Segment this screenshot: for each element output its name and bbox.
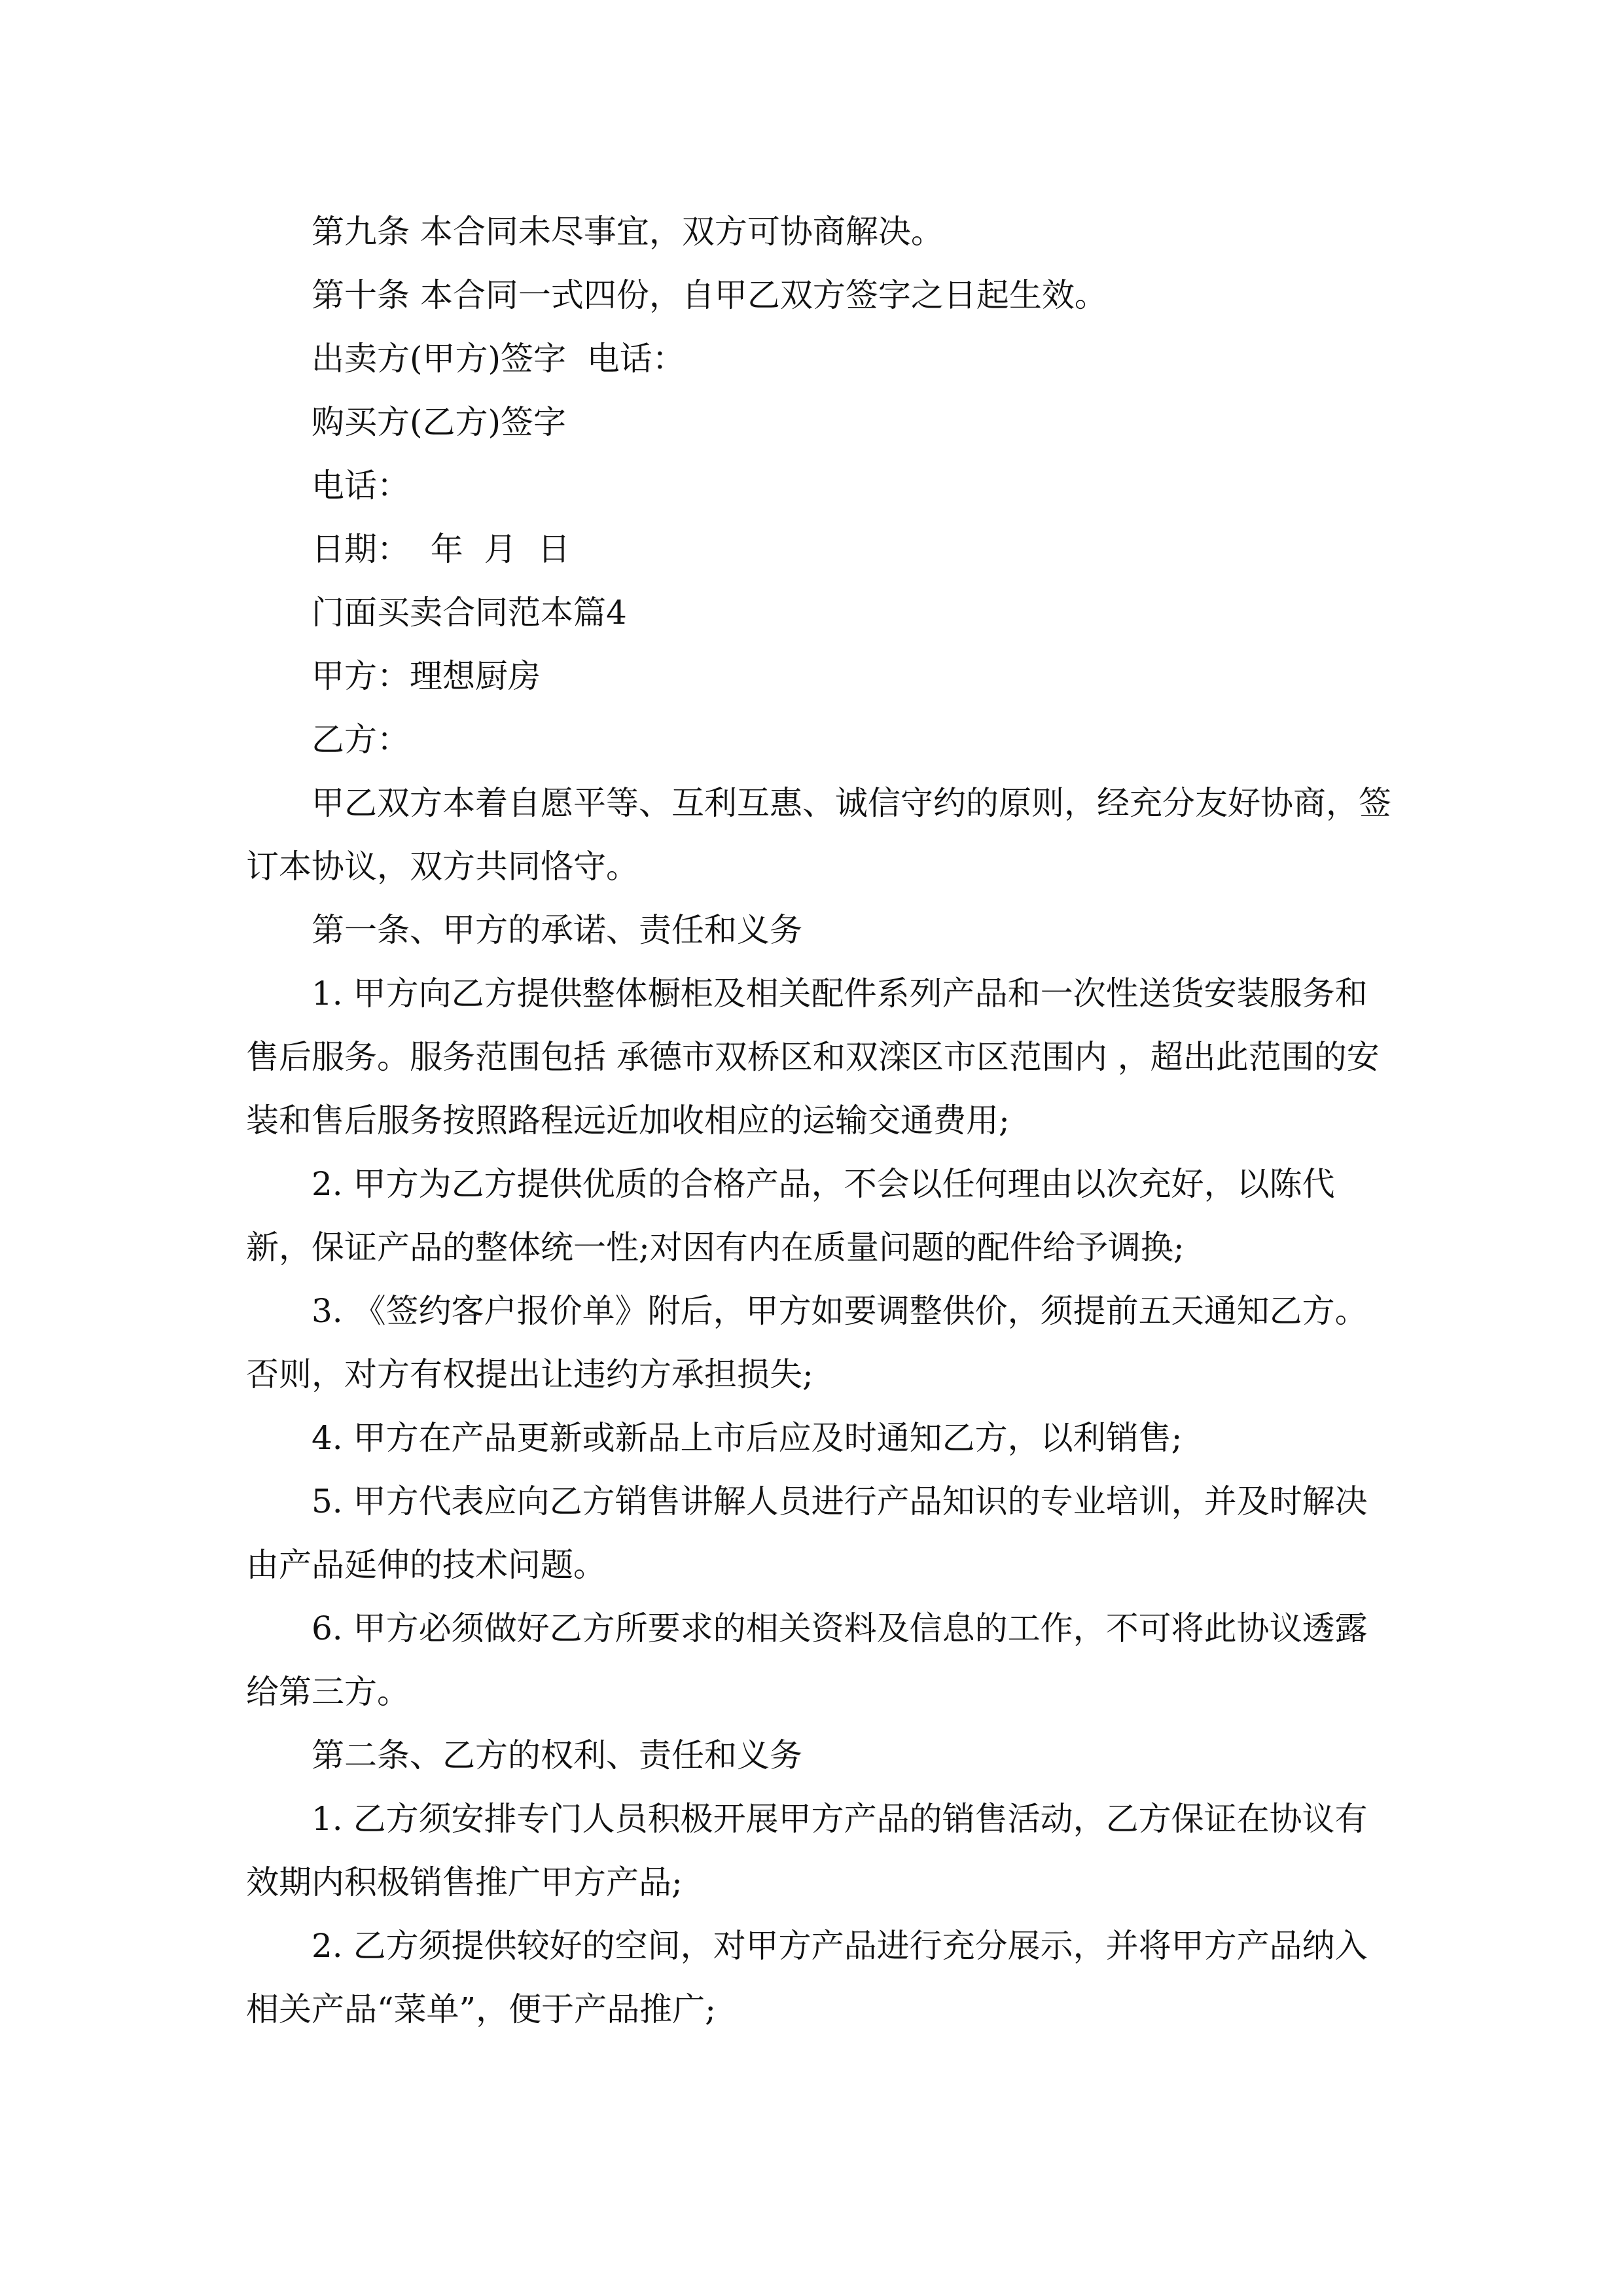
article-1-item-1: 1. 甲方向乙方提供整体橱柜及相关配件系列产品和一次性送货安装服务和售后服务。服务范围包括 承德市双桥区和双滦区市区范围内 ，超出此范围的安装和售后服务按照路程远近加收相应的运输交通费用; xyxy=(246,975,1380,1139)
preamble-paragraph: 甲乙双方本着自愿平等、互利互惠、诚信守约的原则，经充分友好协商，签订本协议，双方共同恪守。 xyxy=(246,784,1391,886)
article-1-item-2: 2. 甲方为乙方提供优质的合格产品，不会以任何理由以次充好，以陈代新，保证产品的整体统一性;对因有内在质量问题的配件给予调换; xyxy=(246,1165,1335,1266)
section-title: 门面买卖合同范本篇4 xyxy=(312,594,627,632)
article-1-heading: 第一条、甲方的承诺、责任和义务 xyxy=(312,911,802,949)
clause-10: 第十条 本合同一式四份，自甲乙双方签字之日起生效。 xyxy=(312,276,1107,314)
article-2-heading: 第二条、乙方的权利、责任和义务 xyxy=(312,1736,802,1774)
seller-signature-line: 出卖方(甲方)签字 电话： xyxy=(312,340,685,378)
article-1-item-5: 5. 甲方代表应向乙方销售讲解人员进行产品知识的专业培训，并及时解决由产品延伸的技术问题。 xyxy=(246,1482,1368,1584)
article-1-item-4: 4. 甲方在产品更新或新品上市后应及时通知乙方，以利销售; xyxy=(312,1419,1183,1457)
phone-line: 电话： xyxy=(312,467,410,505)
article-2-item-2: 2. 乙方须提供较好的空间，对甲方产品进行充分展示，并将甲方产品纳入相关产品“菜单”，便于产品推广; xyxy=(246,1927,1368,2028)
document-body xyxy=(246,200,1391,2041)
buyer-signature-line: 购买方(乙方)签字 xyxy=(312,403,567,441)
date-line: 日期： 年 月 日 xyxy=(312,530,571,568)
party-a-line: 甲方：理想厨房 xyxy=(312,657,541,695)
clause-9: 第九条 本合同未尽事宜，双方可协商解决。 xyxy=(312,213,944,251)
article-2-item-1: 1. 乙方须安排专门人员积极开展甲方产品的销售活动，乙方保证在协议有效期内积极销售推广甲方产品; xyxy=(246,1800,1368,1901)
party-b-line: 乙方： xyxy=(312,721,410,759)
article-1-item-3: 3. 《签约客户报价单》附后，甲方如要调整供价，须提前五天通知乙方。否则，对方有权提出让违约方承担损失; xyxy=(246,1292,1368,1393)
article-1-item-6: 6. 甲方必须做好乙方所要求的相关资料及信息的工作，不可将此协议透露给第三方。 xyxy=(246,1609,1368,1711)
